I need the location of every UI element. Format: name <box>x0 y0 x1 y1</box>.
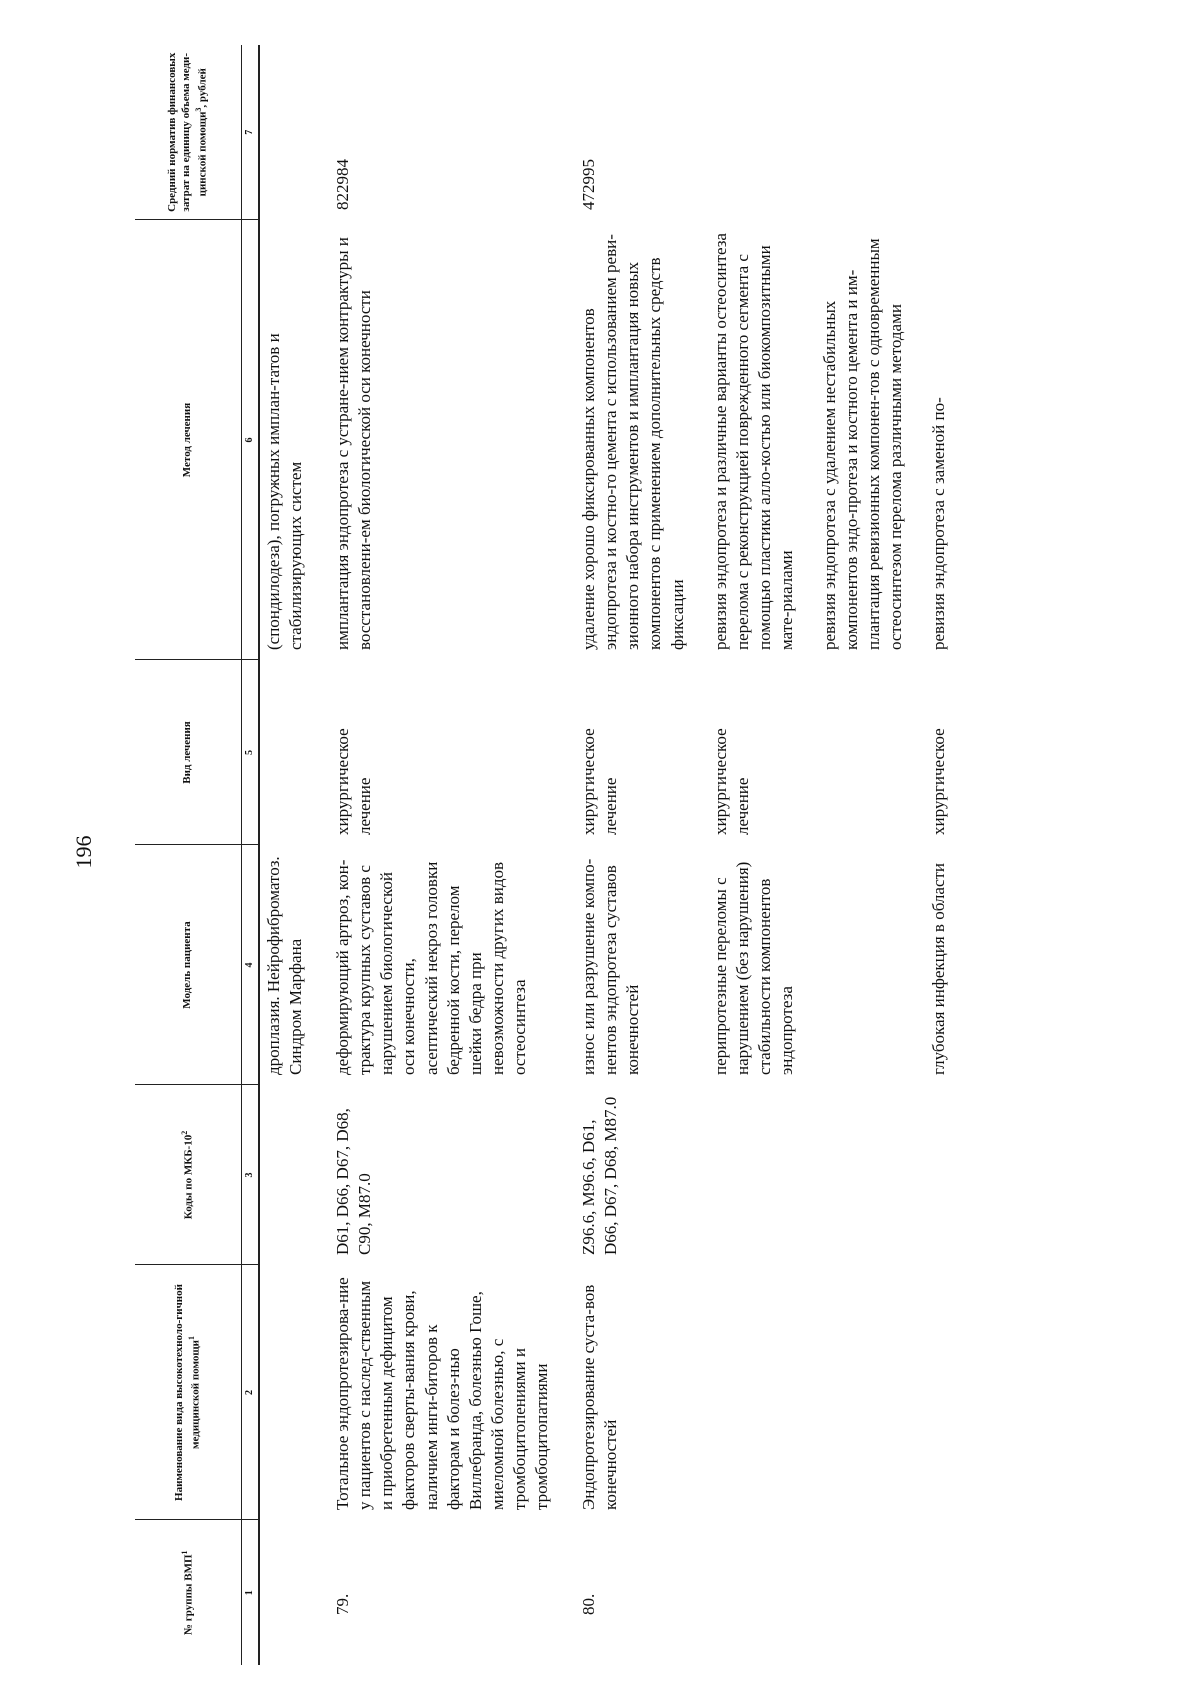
cell-treatment-method: (спондилодеза), погружных имплан-татов и стабилизирующих систем <box>264 333 306 650</box>
header-patient-model: Модель пациента <box>135 845 242 1085</box>
cell-cost <box>910 45 953 220</box>
cell-cost <box>692 45 801 220</box>
header-cost-text: Средний норматив финансовых затрат на единицу объема меди-цинской помощи <box>166 52 209 212</box>
cell-treatment-method: имплантация эндопротеза с устране-нием контрактуры и восстановлени-ем биологической оси конечности <box>333 237 375 650</box>
cell-icd-codes: Z96.6, M96.6, D61, D66, D67, D68, M87.0 <box>579 1096 621 1255</box>
cell-patient-model: износ или разрушение компо-нентов эндопротеза суставов конечностей <box>579 858 643 1075</box>
cell-vmp-name <box>692 1265 801 1520</box>
cell-icd-codes: D61, D66, D67, D68, C90, M87.0 <box>333 1108 375 1255</box>
cell-icd-codes <box>692 1085 801 1265</box>
header-vmp-name-sup: 1 <box>186 1336 196 1341</box>
cell-icd-codes <box>259 1085 310 1265</box>
header-group-number-text: № группы ВМП <box>182 1554 195 1636</box>
cell-vmp-name: Тотальное эндопротезирова-ние у пациентов с наслед-ственным и приобретенным дефицитом факторов сверты-вания крови, наличием инги-биторов к факторам и болез-нью Виллебранда, болезнью Гоше, миеломной болезнью, с тромбоцитопениями и тромбоцитопатиями <box>333 1277 552 1510</box>
cell-group-number <box>259 1520 310 1665</box>
cell-vmp-name <box>801 1265 910 1520</box>
table-row <box>692 45 801 1665</box>
cell-treatment-type: хирургическое лечение <box>333 728 375 835</box>
cell-treatment-method: ревизия эндопротеза с заменой по- <box>929 397 949 650</box>
cell-cost: 472995 <box>579 159 599 210</box>
header-treatment-type: Вид лечения <box>135 660 242 845</box>
header-cost-tail: , рублей <box>196 68 209 108</box>
cell-cost: 822984 <box>333 159 353 210</box>
header-row <box>135 45 242 1665</box>
vmp-table <box>135 45 953 1665</box>
column-number: 5 <box>242 660 260 845</box>
cell-group-number <box>910 1520 953 1665</box>
column-number: 1 <box>242 1520 260 1665</box>
column-number: 2 <box>242 1265 260 1520</box>
cell-cost <box>801 45 910 220</box>
cell-group-number <box>801 1520 910 1665</box>
cell-treatment-type: хирургическое <box>929 728 949 835</box>
cell-treatment-type: хирургическое лечение <box>710 728 752 835</box>
cell-patient-model <box>801 845 910 1085</box>
header-group-number-sup: 1 <box>179 1550 189 1555</box>
header-icd-codes-sup: 2 <box>179 1130 189 1135</box>
cell-patient-model: перипротезные переломы с нарушением (без нарушения) стабильности компонентов эндопротеза <box>710 861 796 1075</box>
header-icd-codes <box>135 1085 242 1265</box>
cell-treatment-method: удаление хорошо фиксированных компонентов эндопротеза и костно-го цемента с использованием реви-зионного набора инструментов и имплантация новых компонентов с применением дополнительных средств фиксации <box>579 234 687 650</box>
cell-patient-model: глубокая инфекция в области <box>929 862 949 1075</box>
table-row <box>556 45 691 1665</box>
cell-vmp-name: Эндопротезирование суста-вов конечностей <box>579 1284 621 1510</box>
header-group-number <box>135 1520 242 1665</box>
header-vmp-name-text: Наименование вида высокотехноло-гичной медицинской помощи <box>172 1284 202 1501</box>
cell-group-number: 80. <box>579 1593 599 1615</box>
column-number: 7 <box>242 45 260 220</box>
column-number: 3 <box>242 1085 260 1265</box>
cell-icd-codes <box>910 1085 953 1265</box>
cell-vmp-name <box>259 1265 310 1520</box>
column-number: 4 <box>242 845 260 1085</box>
cell-treatment-type: хирургическое лечение <box>579 728 621 835</box>
table-row <box>259 45 310 1665</box>
cell-cost <box>259 45 310 220</box>
cell-treatment-method: ревизия эндопротеза и различные варианты остеосинтеза перелома с реконструкцией поврежденного сегмента с помощью пластики алло-костью или биокомпозитными мате-риалами <box>710 233 796 650</box>
column-number: 6 <box>242 220 260 660</box>
cell-treatment-type <box>259 660 310 845</box>
header-icd-codes-text: Коды по МКБ-10 <box>182 1134 195 1220</box>
cell-icd-codes <box>801 1085 910 1265</box>
rotated-table-area <box>135 45 1200 1665</box>
header-treatment-method: Метод лечения <box>135 220 242 660</box>
page-number: 196 <box>71 835 96 869</box>
column-numbers-row <box>242 45 260 1665</box>
header-cost-sup: 3 <box>193 107 203 112</box>
table-row <box>910 45 953 1665</box>
header-cost <box>135 45 242 220</box>
table-row <box>801 45 910 1665</box>
cell-patient-model: дроплазия. Нейрофиброматоз. Синдром Марфана <box>264 856 306 1075</box>
cell-group-number: 79. <box>333 1593 353 1615</box>
cell-group-number <box>692 1520 801 1665</box>
cell-vmp-name <box>910 1265 953 1520</box>
cell-patient-model: деформирующий артроз, кон-трактура крупных суставов с нарушением биологической оси конечности, асептический некроз головки бедренной кости, перелом шейки бедра при невозможности других видов остеосинтеза <box>333 859 529 1075</box>
header-vmp-name <box>135 1265 242 1520</box>
table-row <box>310 45 556 1665</box>
cell-treatment-method: ревизия эндопротеза с удалением нестабильных компонентов эндо-протеза и костного цемента и им-плантация ревизионных компонен-тов с одновременным остеосинтезом перелома различными методами <box>819 238 906 650</box>
cell-treatment-type <box>801 660 910 845</box>
